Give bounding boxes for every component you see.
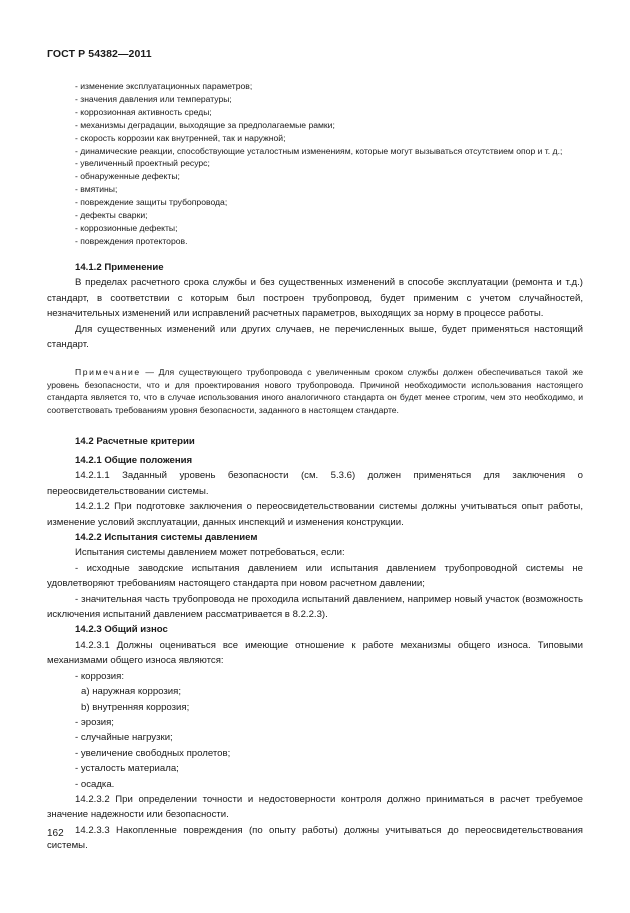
section-heading: 14.1.2 Применение — [75, 262, 164, 273]
list-item: - усталость материала; — [75, 763, 179, 775]
list-item: - повреждения протекторов. — [75, 235, 188, 246]
paragraph: 14.2.1.2 При подготовке заключения о переосвидетельствовании системы должны учитываться опыт работы, изменение условий эксплуатации, данных инспекций и изменения конструкции. — [47, 501, 583, 528]
list-item: - повреждение защиты трубопровода; — [75, 197, 228, 208]
list-item: - дефекты сварки; — [75, 210, 148, 221]
list-item: - динамические реакции, способствующие усталостным изменениям, которые могут вызываться отсутствием опор и т. д.; — [75, 145, 563, 156]
list-item: - значения давления или температуры; — [75, 93, 232, 104]
note-text: — Для существующего трубопровода с увеличенным сроком службы должен обеспечиваться такой же уровень безопасности, что и для проектирования нового трубопровода. Причиной необходимости использования настоящего стандарта является то, что в случае использования иного аналогичного стандарта он будет менее строгим, чем это необходимо, и соответствовать требованиям уровня безопасности, заданного в настоящем стандарте. — [47, 367, 583, 415]
section-14-2 — [47, 434, 583, 449]
paragraph: 14.2.3.1 Должны оцениваться все имеющие отношение к работе механизмы общего износа. Типовыми механизмами общего износа являются: — [47, 639, 583, 667]
list-item: - увеличенный проектный ресурс; — [75, 158, 210, 169]
paragraph: - значительная часть трубопровода не проходила испытаний давлением, например новый участок (возможность исключения испытаний давлением рассматривается в 8.2.2.3). — [47, 593, 583, 621]
section-heading: 14.2.1 Общие положения — [75, 455, 193, 466]
note-label: Примечание — [75, 367, 141, 377]
list-item: - скорость коррозии как внутренней, так и наружной; — [75, 132, 286, 143]
section-heading: 14.2.2 Испытания системы давлением — [75, 532, 258, 544]
list-item: b) внутренняя коррозия; — [81, 701, 190, 713]
list-item: - случайные нагрузки; — [75, 732, 173, 744]
section-14-1-2 — [47, 260, 583, 352]
paragraph: - исходные заводские испытания давлением или испытания давлением трубопроводной системы не удовлетворяют требованиям настоящего стандарта при новом расчетном давлении; — [47, 562, 583, 590]
paragraph: 14.2.3.3 Накопленные повреждения (по опыту работы) должны учитываться до переосвидетельствования системы. — [47, 824, 583, 852]
document-code-header: ГОСТ Р 54382—2011 — [47, 48, 152, 60]
list-item: - осадка. — [75, 778, 115, 790]
list-item: - увеличение свободных пролетов; — [75, 747, 231, 759]
note-block — [47, 366, 583, 416]
section-heading: 14.2 Расчетные критерии — [75, 436, 195, 447]
paragraph: 14.2.1.1 Заданный уровень безопасности (см. 5.3.6) должен применяться для заключения о переосвидетельствовании системы. — [47, 470, 583, 497]
list-item: - механизмы деградации, выходящие за предполагаемые рамки; — [75, 119, 335, 130]
list-item: - вмятины; — [75, 184, 118, 195]
list-item: - обнаруженные дефекты; — [75, 171, 180, 182]
list-item: - изменение эксплуатационных параметров; — [75, 81, 253, 91]
condition-lists — [47, 80, 583, 248]
section-heading: 14.2.3 Общий износ — [75, 624, 168, 636]
section-14-2-1 — [47, 453, 583, 854]
paragraph: 14.2.3.2 При определении точности и недостоверности контроля должно приниматься в расчет требуемое значение надежности или безопасности. — [47, 793, 583, 821]
page-number: 162 — [47, 828, 64, 839]
list-item: - коррозия: — [75, 670, 125, 682]
list-item: - коррозионные дефекты; — [75, 222, 178, 233]
list-item: а) наружная коррозия; — [81, 686, 182, 698]
list-item: - коррозионная активность среды; — [75, 106, 212, 117]
paragraph: Испытания системы давлением может потребоваться, если: — [75, 547, 345, 559]
list-item: - эрозия; — [75, 716, 114, 728]
paragraph: Для существенных изменений или других случаев, не перечисленных выше, будет применяться настоящий стандарт. — [47, 323, 583, 351]
paragraph: В пределах расчетного срока службы и без существенных изменений в способе эксплуатации (ремонта и т.д.) стандарт, в соответствии с которым был построен трубопровод, будет применим с учетом случайностей, незначительных изменений или исправлений расчетных параметров, выходящих за норму в процессе работы. — [47, 277, 583, 320]
